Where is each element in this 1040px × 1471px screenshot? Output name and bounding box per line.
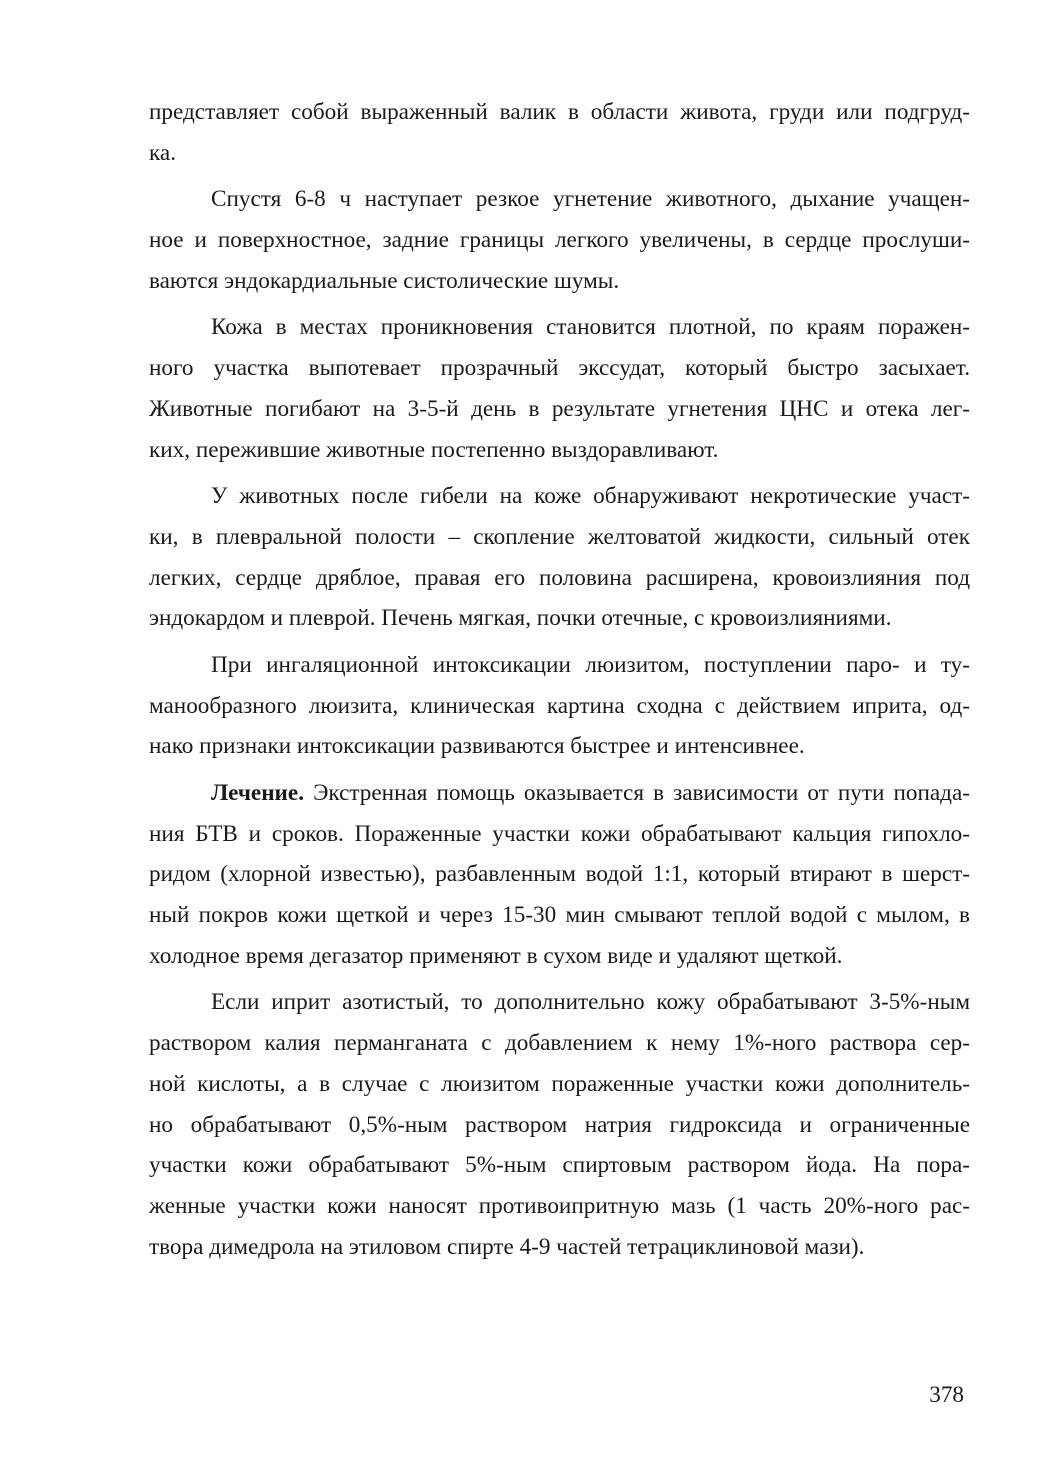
paragraph [149, 645, 970, 767]
text-line: холодное время дегазатор применяют в сухом виде и удаляют щеткой. [149, 942, 843, 969]
text-line: ридом (хлорной известью), разбавленным водой 1:1, который втирают в шерст- [149, 861, 970, 888]
paragraph [149, 92, 970, 173]
text-line: представляет собой выраженный валик в области живота, груди или подгруд- [149, 99, 970, 125]
text-line: ваются эндокардиальные систолические шумы. [149, 267, 620, 294]
text-line: ка. [149, 139, 177, 166]
text-line: женные участки кожи наносят противоипритную мазь (1 часть 20%-ного рас- [149, 1192, 970, 1219]
text-line: ного участка выпотевает прозрачный экссудат, который быстро засыхает. [149, 355, 970, 382]
paragraph [149, 982, 970, 1267]
text-line: ной кислоты, а в случае с люизитом пораженные участки кожи дополнитель- [149, 1070, 970, 1097]
text-run: Экстренная помощь оказывается в зависимости от пути попада- [304, 780, 970, 806]
text-line: ное и поверхностное, задние границы легкого увеличены, в сердце прослуши- [149, 227, 970, 254]
paragraph-treatment [149, 773, 970, 976]
text-line: раствором калия перманганата с добавлением к нему 1%-ного раствора сер- [149, 1030, 970, 1057]
text-line: манообразного люизита, клиническая картина сходна с действием иприта, од- [149, 692, 970, 719]
text-line: Кожа в местах проникновения становится плотной, по краям поражен- [211, 314, 970, 341]
body-text [149, 92, 970, 1267]
paragraph [149, 179, 970, 301]
text-line: Спустя 6-8 ч наступает резкое угнетение животного, дыхание учащен- [211, 186, 970, 213]
text-line: участки кожи обрабатывают 5%-ным спиртовым раствором йода. На пора- [149, 1152, 970, 1179]
text-line: При ингаляционной интоксикации люизитом, поступлении паро- и ту- [211, 651, 970, 678]
text-line: твора димедрола на этиловом спирте 4-9 частей тетрациклиновой мази). [149, 1233, 865, 1260]
text-line: Если иприт азотистый, то дополнительно кожу обрабатывают 3-5%-ным [211, 989, 970, 1016]
text-line: У животных после гибели на коже обнаруживают некротические участ- [211, 483, 970, 510]
text-line: легких, сердце дряблое, правая его половина расширена, кровоизлияния под [149, 564, 970, 591]
text-line: нако признаки интоксикации развиваются быстрее и интенсивнее. [149, 733, 805, 760]
text-line: ки, в плевральной полости – скопление желтоватой жидкости, сильный отек [149, 523, 970, 550]
text-line: ный покров кожи щеткой и через 15-30 мин смывают теплой водой с мылом, в [149, 902, 970, 929]
page-number: 378 [929, 1382, 964, 1408]
text-line: ких, пережившие животные постепенно выздоравливают. [149, 436, 719, 463]
text-line: но обрабатывают 0,5%-ным раствором натрия гидроксида и ограниченные [149, 1111, 970, 1138]
paragraph [149, 476, 970, 639]
text-line: эндокардом и плеврой. Печень мягкая, почки отечные, с кровоизлияниями. [149, 605, 892, 632]
text-line [149, 773, 970, 814]
text-line: ния БТВ и сроков. Пораженные участки кожи обрабатывают кальция гипохло- [149, 820, 970, 847]
text-line: Животные погибают на 3-5-й день в результате угнетения ЦНС и отека лег- [149, 395, 970, 422]
section-lead: Лечение. [211, 780, 305, 806]
paragraph [149, 307, 970, 470]
